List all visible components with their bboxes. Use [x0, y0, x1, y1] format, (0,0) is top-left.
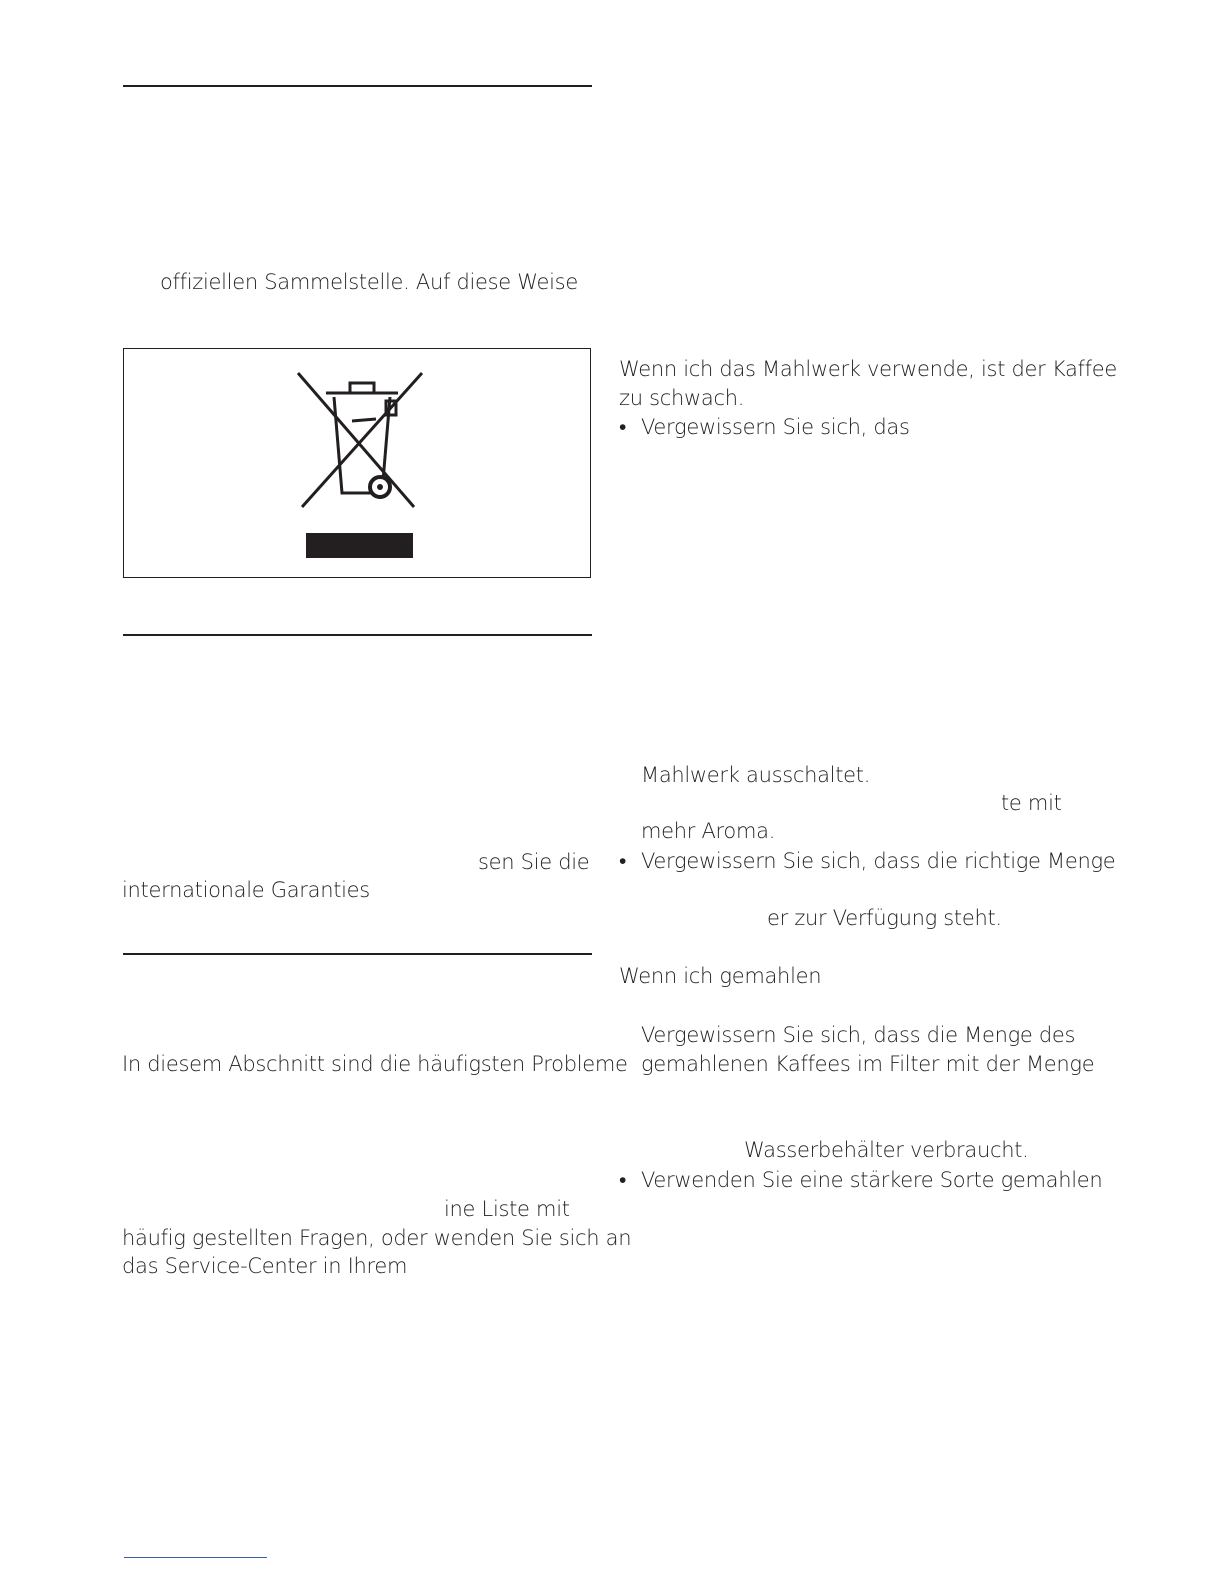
section-rule-top	[123, 85, 592, 87]
question-ground-coffee: Wenn ich gemahlen	[619, 964, 822, 988]
answer-text-line: gemahlenen Kaffees im Filter mit der Menge	[641, 1052, 1095, 1076]
weee-symbol-box	[123, 348, 591, 578]
bullet-marker: •	[619, 849, 627, 873]
answer-bullet-2: Vergewissern Sie sich, dass die richtige Menge	[641, 849, 1116, 873]
bullet-marker: •	[619, 415, 627, 439]
footer-rule	[124, 1557, 267, 1558]
faq-text-line-3: das Service-Center in Ihrem	[122, 1254, 408, 1278]
crossed-out-bin-icon	[124, 349, 592, 579]
section-rule-middle	[123, 634, 592, 636]
troubleshooting-intro-line: In diesem Abschnitt sind die häufigsten Probleme	[122, 1052, 628, 1076]
answer-text-line: mehr Aroma.	[641, 819, 776, 843]
question-grinder-line-1: Wenn ich das Mahlwerk verwende, ist der Kaffee	[619, 357, 1117, 381]
answer-text-line: Mahlwerk ausschaltet.	[641, 763, 871, 787]
bullet-marker: •	[619, 1168, 627, 1192]
answer-text-line: Wasserbehälter verbraucht.	[744, 1138, 1029, 1162]
warranty-text-line-2: internationale Garanties	[122, 878, 370, 902]
faq-text-line-2: häufig gestellten Fragen, oder wenden Sie sich an	[122, 1226, 632, 1250]
section-rule-lower	[123, 953, 592, 955]
answer-text-line: er zur Verfügung steht.	[767, 906, 1002, 930]
disposal-text-line: offiziellen Sammelstelle. Auf diese Weise	[160, 270, 578, 294]
warranty-text-line-1: sen Sie die	[478, 850, 590, 874]
answer-bullet-3: Verwenden Sie eine stärkere Sorte gemahlen	[641, 1168, 1103, 1192]
answer-text-line: te mit	[1001, 791, 1062, 815]
answer-bullet-1: Vergewissern Sie sich, das	[641, 415, 910, 439]
question-grinder-line-2: zu schwach.	[619, 386, 745, 410]
answer-text-line: Vergewissern Sie sich, dass die Menge des	[641, 1023, 1076, 1047]
faq-text-line-1: ine Liste mit	[444, 1197, 570, 1221]
